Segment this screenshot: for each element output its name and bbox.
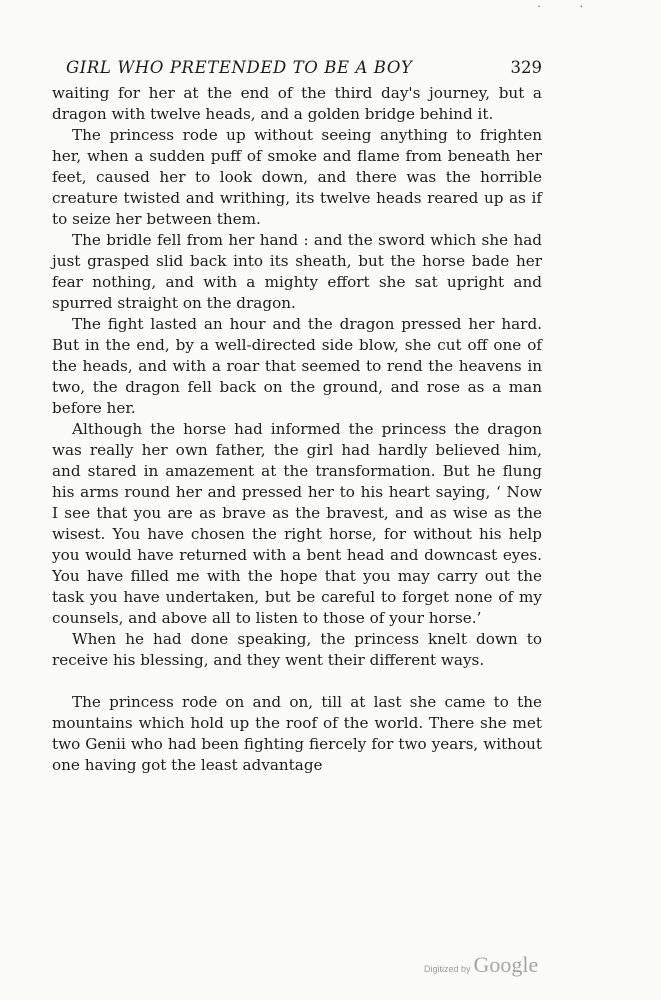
paragraph-4: The fight lasted an hour and the dragon pressed her hard. But in the end, by a well-directed side blow, she cut off one of the heads, and with a roar that seemed to rend the heavens in two, the dragon fell back on the ground, and rose as a man before her. xyxy=(52,315,542,417)
paragraph-2: The princess rode up without seeing anything to frighten her, when a sudden puff of smoke and flame from beneath her feet, caused her to look down, and there was the horrible creature twisted and writhing, its twelve heads reared up as if to seize her between them. xyxy=(52,126,542,228)
paragraph-5: Although the horse had informed the princess the dragon was really her own father, the girl had hardly believed him, and stared in amazement at the transformation. But he flung his arms round her and pressed her to his heart saying, ‘ Now I see that you are as brave as the bravest, and as wise as the wisest. You have chosen the right horse, for without his help you would have returned with a bent head and downcast eyes. You have filled me with the hope that you may carry out the task you have undertaken, but be careful to forget none of my counsels, and above all to listen to those of your horse.’ xyxy=(52,420,542,627)
digitized-label: Digitized by xyxy=(424,964,471,974)
running-head xyxy=(66,58,542,77)
section-break xyxy=(52,671,542,692)
body-text xyxy=(52,83,542,776)
scan-specks: · · xyxy=(537,2,601,13)
paragraph-7: The princess rode on and on, till at last she came to the mountains which hold up the roof of the world. There she met two Genii who had been fighting fiercely for two years, without one having got the least advantage xyxy=(52,693,542,774)
page-number: 329 xyxy=(510,58,542,77)
paragraph-1: waiting for her at the end of the third day's journey, but a dragon with twelve heads, and a golden bridge behind it. xyxy=(52,84,542,123)
digitization-watermark xyxy=(424,952,538,978)
google-logo: Google xyxy=(473,952,539,977)
paragraph-3: The bridle fell from her hand : and the sword which she had just grasped slid back into its sheath, but the horse bade her fear nothing, and with a mighty effort she sat upright and spurred straight on the dragon. xyxy=(52,231,542,312)
running-head-title: GIRL WHO PRETENDED TO BE A BOY xyxy=(66,58,413,77)
book-page xyxy=(52,58,542,776)
paragraph-6: When he had done speaking, the princess knelt down to receive his blessing, and they went their different ways. xyxy=(52,630,542,669)
